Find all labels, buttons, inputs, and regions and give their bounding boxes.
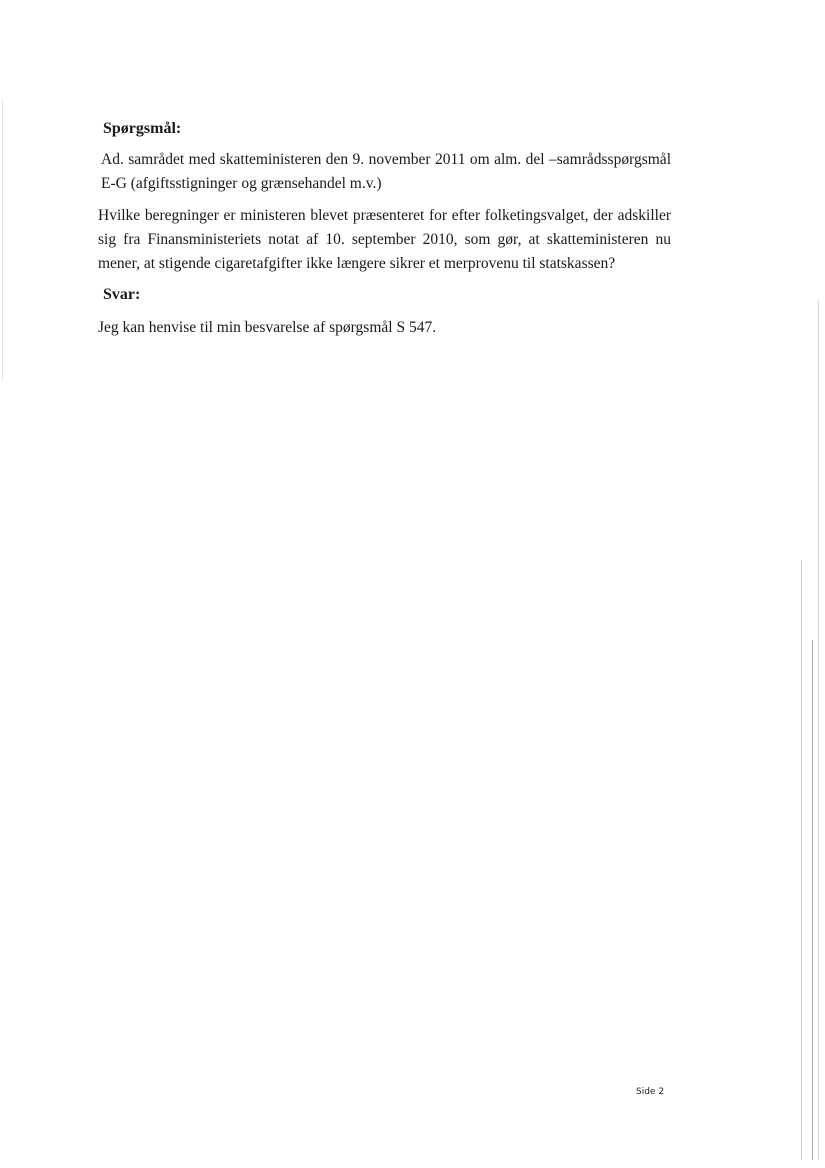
question-heading: Spørgsmål: bbox=[103, 120, 182, 137]
question-body: Hvilke beregninger er ministeren blevet præsenteret for efter folketingsvalget, der adskiller sig fra Finansministeriets notat af 10. september 2010, som gør, at skatteministeren nu mener, at stigende cigaretafgifter ikke længere sikrer et merprovenu til statskassen? bbox=[98, 207, 671, 272]
scan-edge-line bbox=[2, 100, 3, 380]
document-body bbox=[98, 118, 671, 340]
scan-edge-line bbox=[818, 300, 819, 1160]
question-intro: Ad. samrådet med skatteministeren den 9. november 2011 om alm. del –samrådsspørgsmål E-G (afgiftsstigninger og grænsehandel m.v.) bbox=[101, 151, 671, 192]
answer-body: Jeg kan henvise til min besvarelse af spørgsmål S 547. bbox=[98, 319, 437, 336]
page-number: Side 2 bbox=[636, 1087, 665, 1097]
scan-edge-line bbox=[801, 560, 802, 1160]
answer-heading: Svar: bbox=[103, 286, 141, 303]
scan-edge-line bbox=[812, 640, 813, 1160]
